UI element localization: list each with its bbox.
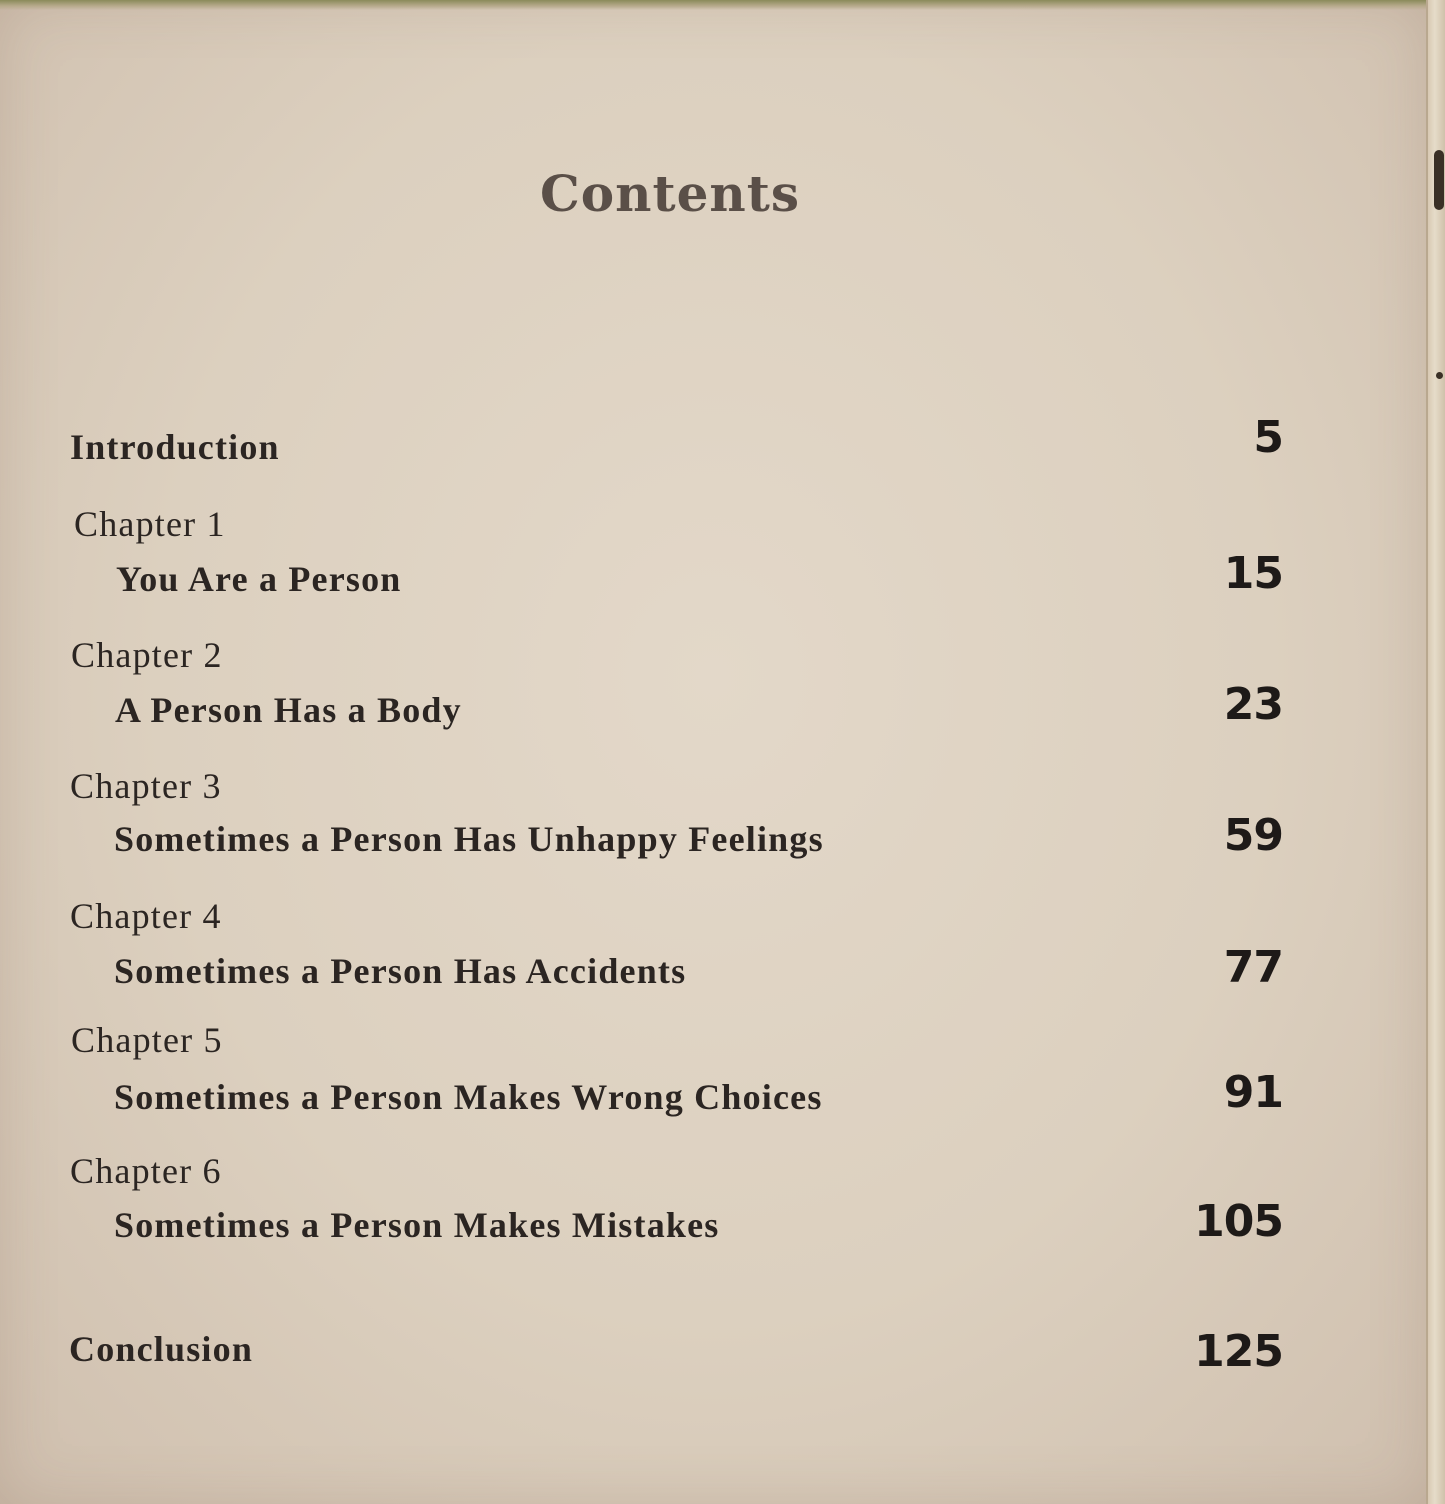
toc-subtitle-chapter-6: Sometimes a Person Makes Mistakes	[114, 1205, 720, 1245]
toc-page-chapter-3: 59	[1223, 810, 1283, 861]
cover-edge-strip	[0, 0, 1430, 10]
toc-page-chapter-6: 105	[1194, 1196, 1283, 1247]
toc-subtitle-chapter-1: You Are a Person	[116, 559, 402, 599]
toc-page-conclusion: 125	[1194, 1326, 1283, 1377]
toc-subtitle-chapter-2: A Person Has a Body	[115, 690, 462, 730]
toc-page-chapter-5: 91	[1223, 1067, 1283, 1118]
toc-page-introduction: 5	[1253, 412, 1283, 463]
toc-page-chapter-4: 77	[1223, 942, 1283, 993]
toc-page-chapter-1: 15	[1223, 548, 1283, 599]
edge-ink-dot	[1436, 372, 1443, 379]
toc-heading-chapter-2: Chapter 2	[71, 635, 223, 675]
edge-ink-mark	[1434, 150, 1444, 210]
toc-heading-chapter-6: Chapter 6	[70, 1151, 222, 1191]
toc-heading-chapter-4: Chapter 4	[70, 896, 222, 936]
toc-heading-chapter-1: Chapter 1	[74, 504, 226, 544]
toc-heading-chapter-3: Chapter 3	[70, 766, 222, 806]
toc-heading-conclusion: Conclusion	[69, 1329, 254, 1369]
toc-subtitle-chapter-5: Sometimes a Person Makes Wrong Choices	[114, 1077, 823, 1117]
page-right-edge	[1426, 0, 1445, 1504]
toc-subtitle-chapter-4: Sometimes a Person Has Accidents	[114, 951, 687, 991]
toc-heading-chapter-5: Chapter 5	[71, 1020, 223, 1060]
toc-heading-introduction: Introduction	[70, 427, 280, 467]
toc-subtitle-chapter-3: Sometimes a Person Has Unhappy Feelings	[114, 819, 824, 859]
contents-title: Contents	[539, 164, 800, 223]
toc-page-chapter-2: 23	[1223, 679, 1283, 730]
